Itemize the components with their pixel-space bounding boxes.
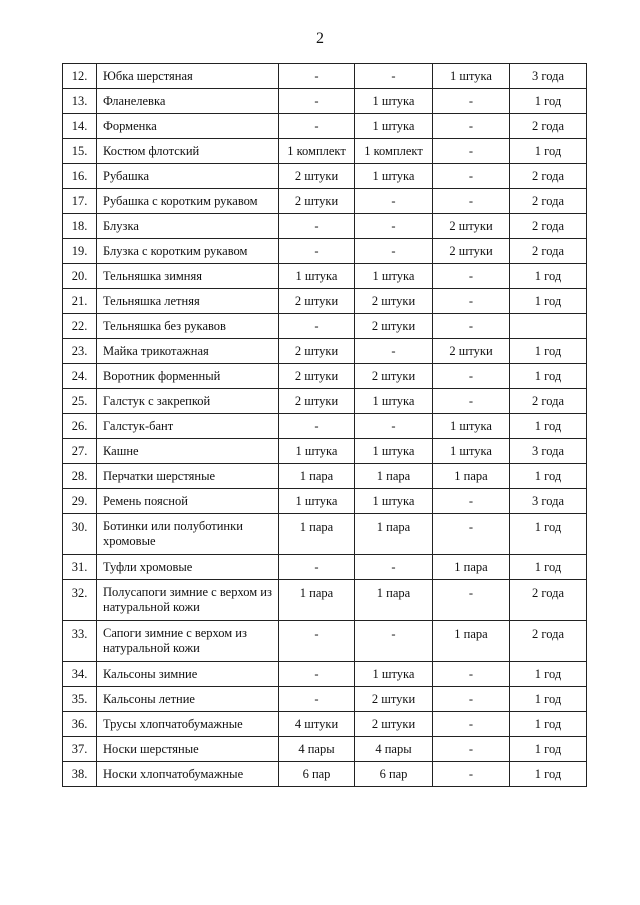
wear-period: 1 год	[510, 662, 587, 687]
quantity-col-3: -	[433, 489, 510, 514]
row-number: 37.	[63, 737, 97, 762]
quantity-col-2: 1 штука	[355, 89, 433, 114]
quantity-col-3: 2 штуки	[433, 239, 510, 264]
quantity-col-1: -	[279, 621, 355, 662]
item-name: Блузка	[97, 214, 279, 239]
item-name: Носки шерстяные	[97, 737, 279, 762]
quantity-col-2: 2 штуки	[355, 289, 433, 314]
table-row	[63, 364, 587, 389]
wear-period: 1 год	[510, 737, 587, 762]
table-row	[63, 464, 587, 489]
quantity-col-1: -	[279, 239, 355, 264]
quantity-col-2: -	[355, 214, 433, 239]
row-number: 31.	[63, 555, 97, 580]
table-row	[63, 514, 587, 555]
quantity-col-2: 1 пара	[355, 514, 433, 555]
wear-period: 1 год	[510, 364, 587, 389]
item-name: Рубашка	[97, 164, 279, 189]
item-name: Туфли хромовые	[97, 555, 279, 580]
quantity-col-3: -	[433, 580, 510, 621]
wear-period: 1 год	[510, 139, 587, 164]
row-number: 25.	[63, 389, 97, 414]
wear-period: 1 год	[510, 555, 587, 580]
table-row	[63, 489, 587, 514]
item-name: Рубашка с коротким рукавом	[97, 189, 279, 214]
wear-period: 2 года	[510, 239, 587, 264]
table-row	[63, 737, 587, 762]
table-row	[63, 414, 587, 439]
row-number: 16.	[63, 164, 97, 189]
table-body	[63, 64, 587, 787]
wear-period: 2 года	[510, 164, 587, 189]
row-number: 24.	[63, 364, 97, 389]
item-name: Сапоги зимние с верхом из натуральной кожи	[97, 621, 279, 662]
quantity-col-1: 2 штуки	[279, 164, 355, 189]
quantity-col-2: 1 штука	[355, 264, 433, 289]
item-name: Воротник форменный	[97, 364, 279, 389]
quantity-col-3: 1 штука	[433, 64, 510, 89]
quantity-col-1: 4 штуки	[279, 712, 355, 737]
quantity-col-1: -	[279, 89, 355, 114]
quantity-col-3: -	[433, 662, 510, 687]
wear-period: 2 года	[510, 189, 587, 214]
quantity-col-2: 1 штука	[355, 439, 433, 464]
item-name: Фланелевка	[97, 89, 279, 114]
item-name: Полусапоги зимние с верхом из натуральной кожи	[97, 580, 279, 621]
quantity-col-1: -	[279, 314, 355, 339]
quantity-col-3: -	[433, 389, 510, 414]
row-number: 20.	[63, 264, 97, 289]
row-number: 32.	[63, 580, 97, 621]
quantity-col-1: -	[279, 114, 355, 139]
quantity-col-3: 1 пара	[433, 464, 510, 489]
wear-period: 1 год	[510, 514, 587, 555]
quantity-col-2: 2 штуки	[355, 687, 433, 712]
table-row	[63, 139, 587, 164]
item-name: Ботинки или полуботинки хромовые	[97, 514, 279, 555]
quantity-col-2: 2 штуки	[355, 314, 433, 339]
quantity-col-1: -	[279, 414, 355, 439]
quantity-col-1: 1 пара	[279, 464, 355, 489]
row-number: 34.	[63, 662, 97, 687]
item-name: Тельняшка летняя	[97, 289, 279, 314]
row-number: 29.	[63, 489, 97, 514]
row-number: 27.	[63, 439, 97, 464]
table-row	[63, 762, 587, 787]
item-name: Юбка шерстяная	[97, 64, 279, 89]
quantity-col-3: -	[433, 314, 510, 339]
wear-period: 1 год	[510, 264, 587, 289]
quantity-col-1: -	[279, 662, 355, 687]
quantity-col-1: 2 штуки	[279, 364, 355, 389]
wear-period: 1 год	[510, 464, 587, 489]
item-name: Носки хлопчатобумажные	[97, 762, 279, 787]
wear-period: 3 года	[510, 489, 587, 514]
wear-period: 2 года	[510, 389, 587, 414]
wear-period: 1 год	[510, 89, 587, 114]
item-name: Майка трикотажная	[97, 339, 279, 364]
quantity-col-3: 2 штуки	[433, 339, 510, 364]
item-name: Тельняшка без рукавов	[97, 314, 279, 339]
table-row	[63, 214, 587, 239]
quantity-col-3: 1 пара	[433, 555, 510, 580]
row-number: 35.	[63, 687, 97, 712]
item-name: Тельняшка зимняя	[97, 264, 279, 289]
item-name: Кашне	[97, 439, 279, 464]
quantity-col-3: -	[433, 139, 510, 164]
table-row	[63, 314, 587, 339]
quantity-col-1: 2 штуки	[279, 189, 355, 214]
table-row	[63, 289, 587, 314]
quantity-col-1: 6 пар	[279, 762, 355, 787]
quantity-col-2: 2 штуки	[355, 364, 433, 389]
quantity-col-2: 2 штуки	[355, 712, 433, 737]
item-name: Перчатки шерстяные	[97, 464, 279, 489]
table-row	[63, 662, 587, 687]
wear-period: 3 года	[510, 439, 587, 464]
item-name: Кальсоны летние	[97, 687, 279, 712]
table-row	[63, 189, 587, 214]
table-row	[63, 712, 587, 737]
quantity-col-3: -	[433, 687, 510, 712]
quantity-col-2: 6 пар	[355, 762, 433, 787]
quantity-col-1: -	[279, 687, 355, 712]
row-number: 22.	[63, 314, 97, 339]
wear-period: 1 год	[510, 339, 587, 364]
table-row	[63, 389, 587, 414]
quantity-col-1: 1 пара	[279, 514, 355, 555]
item-name: Форменка	[97, 114, 279, 139]
quantity-col-1: 2 штуки	[279, 389, 355, 414]
quantity-col-1: -	[279, 64, 355, 89]
quantity-col-2: 1 пара	[355, 464, 433, 489]
row-number: 38.	[63, 762, 97, 787]
quantity-col-2: -	[355, 621, 433, 662]
row-number: 15.	[63, 139, 97, 164]
table-row	[63, 114, 587, 139]
row-number: 19.	[63, 239, 97, 264]
quantity-col-3: 2 штуки	[433, 214, 510, 239]
item-name: Блузка с коротким рукавом	[97, 239, 279, 264]
quantity-col-1: 1 штука	[279, 264, 355, 289]
quantity-col-3: -	[433, 164, 510, 189]
wear-period	[510, 314, 587, 339]
table-row	[63, 89, 587, 114]
item-name: Трусы хлопчатобумажные	[97, 712, 279, 737]
quantity-col-3: 1 пара	[433, 621, 510, 662]
quantity-col-3: -	[433, 364, 510, 389]
wear-period: 2 года	[510, 580, 587, 621]
quantity-col-1: 1 штука	[279, 489, 355, 514]
quantity-col-2: 1 пара	[355, 580, 433, 621]
row-number: 26.	[63, 414, 97, 439]
quantity-col-2: 4 пары	[355, 737, 433, 762]
row-number: 17.	[63, 189, 97, 214]
row-number: 33.	[63, 621, 97, 662]
table-row	[63, 64, 587, 89]
row-number: 21.	[63, 289, 97, 314]
item-name: Галстук-бант	[97, 414, 279, 439]
wear-period: 2 года	[510, 114, 587, 139]
table-row	[63, 264, 587, 289]
wear-period: 3 года	[510, 64, 587, 89]
quantity-col-2: -	[355, 555, 433, 580]
quantity-col-1: 2 штуки	[279, 289, 355, 314]
quantity-col-3: -	[433, 737, 510, 762]
wear-period: 1 год	[510, 289, 587, 314]
quantity-col-3: -	[433, 712, 510, 737]
wear-period: 1 год	[510, 687, 587, 712]
item-name: Костюм флотский	[97, 139, 279, 164]
quantity-col-2: 1 штука	[355, 114, 433, 139]
wear-period: 2 года	[510, 621, 587, 662]
quantity-col-2: -	[355, 239, 433, 264]
row-number: 13.	[63, 89, 97, 114]
table-row	[63, 439, 587, 464]
row-number: 28.	[63, 464, 97, 489]
page-number: 2	[316, 30, 324, 47]
row-number: 30.	[63, 514, 97, 555]
wear-period: 2 года	[510, 214, 587, 239]
quantity-col-2: -	[355, 64, 433, 89]
quantity-col-3: -	[433, 762, 510, 787]
row-number: 36.	[63, 712, 97, 737]
quantity-col-1: 1 штука	[279, 439, 355, 464]
quantity-col-1: -	[279, 555, 355, 580]
row-number: 14.	[63, 114, 97, 139]
quantity-col-3: 1 штука	[433, 439, 510, 464]
quantity-col-1: 4 пары	[279, 737, 355, 762]
quantity-col-1: 2 штуки	[279, 339, 355, 364]
table-row	[63, 339, 587, 364]
row-number: 12.	[63, 64, 97, 89]
wear-period: 1 год	[510, 762, 587, 787]
table-row	[63, 580, 587, 621]
quantity-col-2: -	[355, 414, 433, 439]
table-row	[63, 239, 587, 264]
wear-period: 1 год	[510, 712, 587, 737]
quantity-col-2: 1 штука	[355, 164, 433, 189]
quantity-col-3: -	[433, 264, 510, 289]
wear-period: 1 год	[510, 414, 587, 439]
quantity-col-1: 1 комплект	[279, 139, 355, 164]
quantity-col-3: -	[433, 289, 510, 314]
quantity-col-1: 1 пара	[279, 580, 355, 621]
table-row	[63, 164, 587, 189]
row-number: 18.	[63, 214, 97, 239]
uniform-items-table	[62, 63, 587, 787]
quantity-col-2: -	[355, 189, 433, 214]
table-row	[63, 555, 587, 580]
quantity-col-3: 1 штука	[433, 414, 510, 439]
table-row	[63, 621, 587, 662]
quantity-col-2: 1 штука	[355, 389, 433, 414]
quantity-col-3: -	[433, 89, 510, 114]
quantity-col-2: -	[355, 339, 433, 364]
item-name: Кальсоны зимние	[97, 662, 279, 687]
table-row	[63, 687, 587, 712]
quantity-col-3: -	[433, 514, 510, 555]
quantity-col-3: -	[433, 189, 510, 214]
quantity-col-2: 1 штука	[355, 489, 433, 514]
quantity-col-3: -	[433, 114, 510, 139]
quantity-col-2: 1 комплект	[355, 139, 433, 164]
quantity-col-2: 1 штука	[355, 662, 433, 687]
quantity-col-1: -	[279, 214, 355, 239]
item-name: Ремень поясной	[97, 489, 279, 514]
item-name: Галстук с закрепкой	[97, 389, 279, 414]
row-number: 23.	[63, 339, 97, 364]
